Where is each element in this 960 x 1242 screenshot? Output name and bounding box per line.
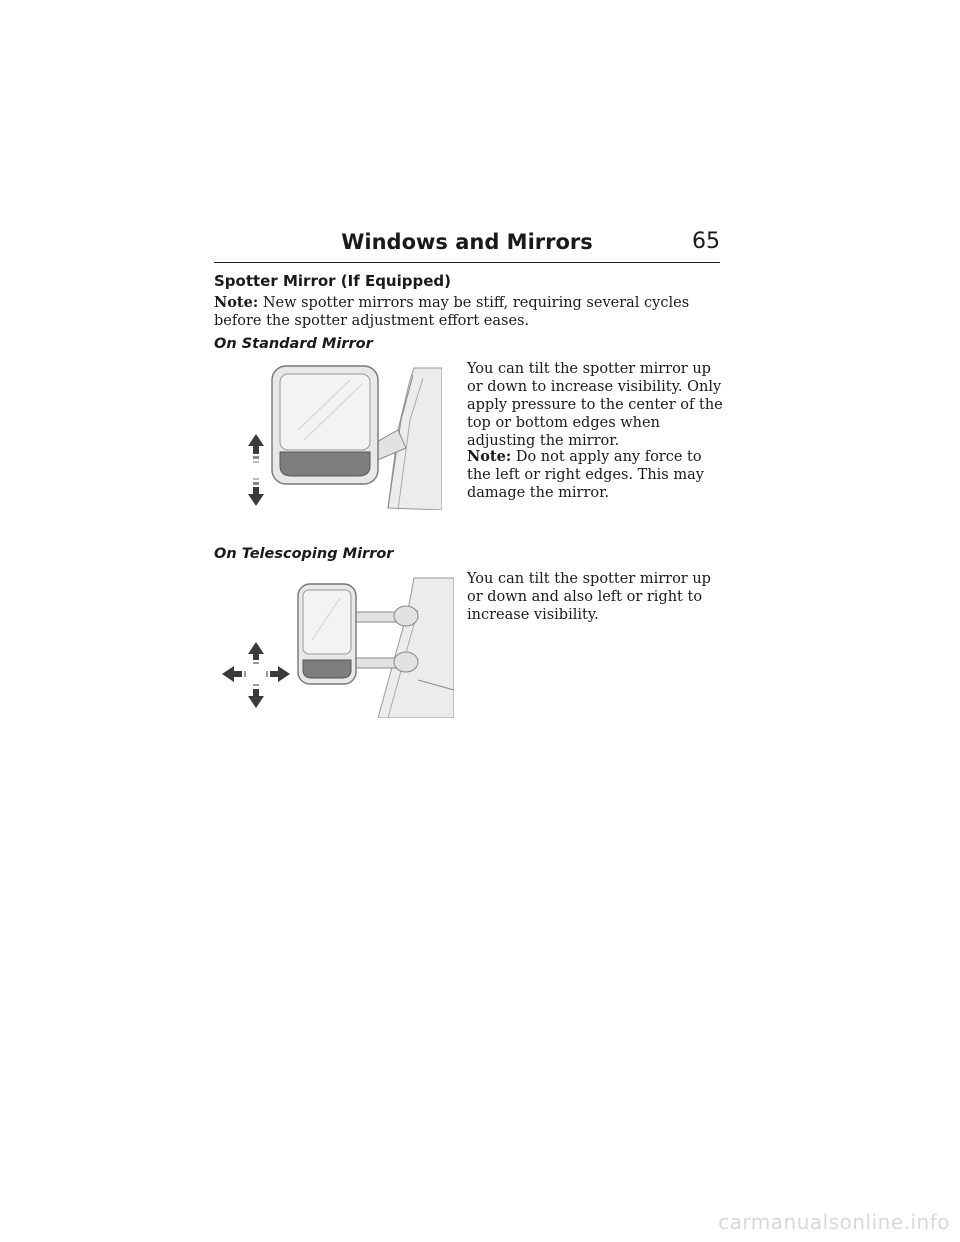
arrow-down-icon: [248, 684, 264, 708]
page-header: [214, 228, 720, 263]
arrow-up-icon: [248, 642, 264, 664]
page-number: 65: [692, 229, 720, 254]
note-text: New spotter mirrors may be stiff, requiring several cycles before the spotter adjustment effort eases.: [214, 295, 690, 329]
section-title: Spotter Mirror (If Equipped): [214, 272, 451, 290]
standard-mirror-note: [467, 448, 727, 502]
note-text: Do not apply any force to the left or right edges. This may damage the mirror.: [467, 449, 704, 501]
standard-mirror-illustration: [238, 360, 442, 510]
telescoping-mirror-illustration: [218, 570, 454, 718]
arrow-up-icon: [248, 434, 264, 463]
standard-mirror-paragraph: You can tilt the spotter mirror up or down to increase visibility. Only apply pressure to the center of the top or bottom edges when adjusting the mirror.: [467, 361, 723, 449]
page-title: Windows and Mirrors: [341, 230, 593, 254]
note-label: Note:: [467, 448, 512, 465]
note-label: Note:: [214, 294, 259, 311]
watermark: carmanualsonline.info: [718, 1210, 950, 1234]
arrow-right-icon: [266, 666, 290, 682]
telescoping-mirror-heading: On Telescoping Mirror: [214, 546, 394, 562]
section-note: [214, 294, 724, 330]
standard-mirror-heading: On Standard Mirror: [214, 336, 373, 352]
spotter-glass: [303, 660, 351, 678]
spotter-glass: [280, 452, 370, 476]
arrow-down-icon: [248, 478, 264, 506]
arrow-left-icon: [222, 666, 246, 682]
telescoping-mirror-paragraph: You can tilt the spotter mirror up or down and also left or right to increase visibility.: [467, 571, 711, 623]
